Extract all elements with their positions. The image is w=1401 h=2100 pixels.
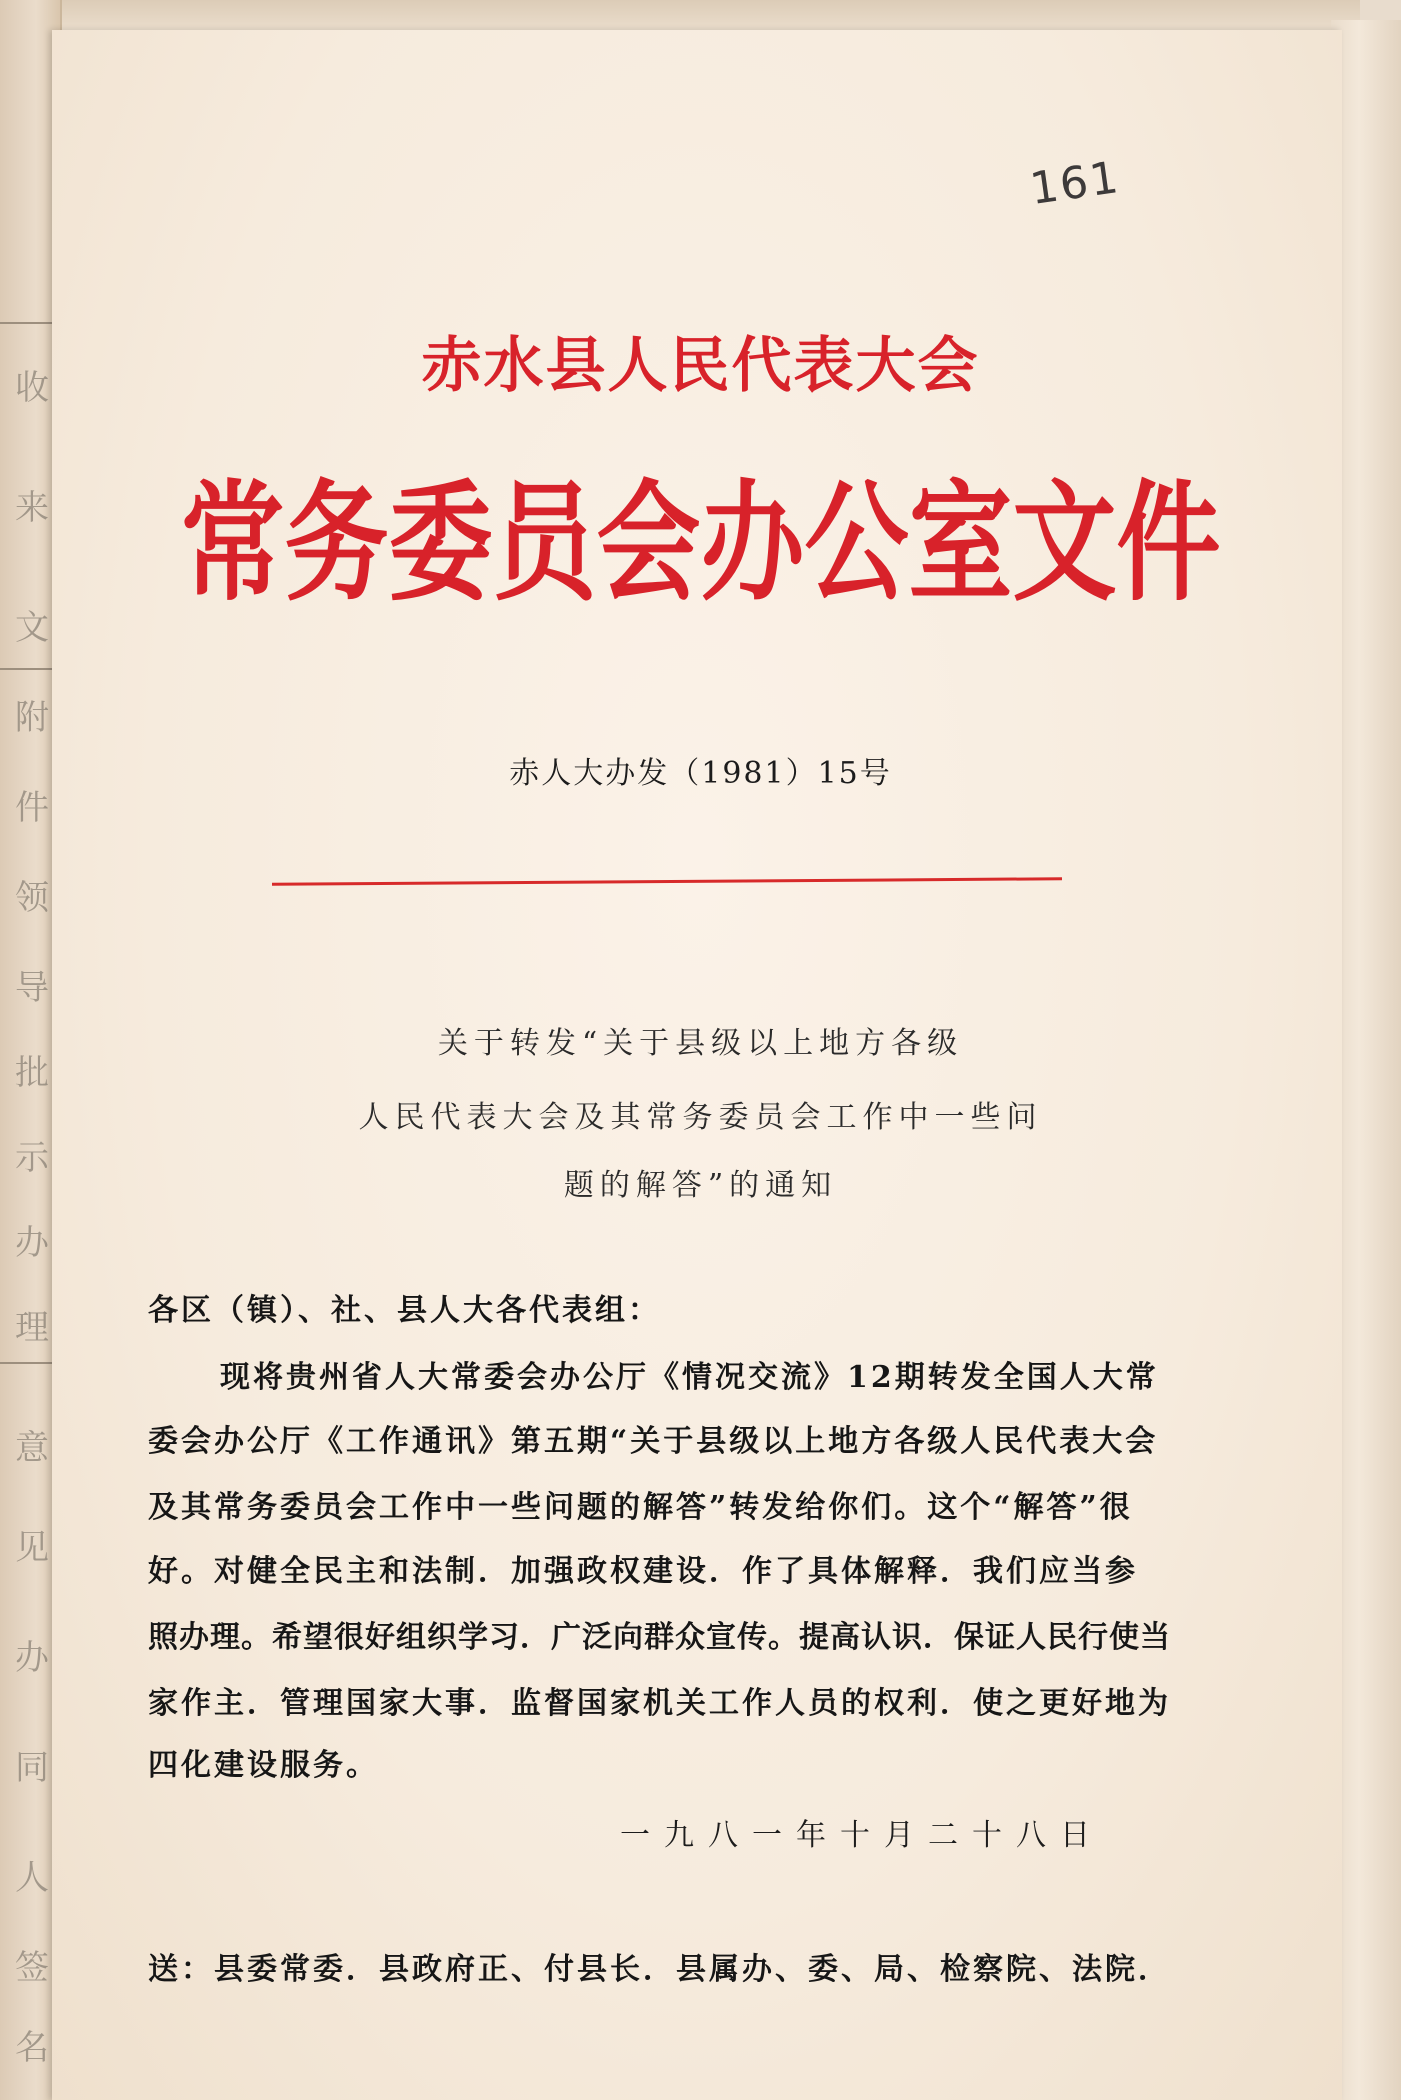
strip-rule: [0, 1362, 60, 1364]
previous-page-char: 领: [15, 878, 49, 918]
previous-page-char: 签: [15, 1948, 49, 1988]
previous-page-char: 同: [15, 1748, 49, 1788]
previous-page-char: 理: [15, 1308, 49, 1348]
previous-page-char: 意: [15, 1428, 49, 1468]
paragraph-line: 四化建设服务。: [148, 1748, 379, 1783]
previous-page-char: 文: [15, 608, 49, 648]
paragraph-line: 家作主．管理国家大事．监督国家机关工作人员的权利．使之更好地为: [148, 1686, 1171, 1721]
title-line-1: 关于转发“关于县级以上地方各级: [437, 1026, 964, 1061]
previous-page-char: 名: [15, 2028, 49, 2068]
addressee: 各区（镇）、社、县人大各代表组：: [148, 1293, 661, 1328]
previous-page-char: 附: [15, 698, 49, 738]
paragraph-line: 好。对健全民主和法制．加强政权建设．作了具体解释．我们应当参: [148, 1554, 1138, 1589]
distribution-list: 送：县委常委．县政府正、付县长．县属办、委、局、检察院、法院．: [148, 1952, 1171, 1987]
previous-page-char: 人: [15, 1858, 49, 1898]
previous-page-char: 件: [15, 788, 49, 828]
document-number: 赤人大办发（1981）15号: [509, 756, 892, 791]
header-line-1: 赤水县人民代表大会: [421, 331, 980, 401]
previous-page-char: 办: [15, 1638, 49, 1678]
previous-page-char: 批: [15, 1053, 49, 1093]
previous-page-char: 收: [15, 368, 49, 408]
paragraph-line: 照办理。希望很好组织学习．广泛向群众宣传。提高认识．保证人民行使当: [148, 1620, 1171, 1655]
paragraph-line: 委会办公厅《工作通讯》第五期“关于县级以上地方各级人民代表大会: [148, 1424, 1159, 1459]
strip-rule: [0, 668, 60, 670]
page-number: 161: [1026, 151, 1124, 216]
previous-page-char: 导: [15, 968, 49, 1008]
title-line-2: 人民代表大会及其常务委员会工作中一些问: [358, 1100, 1043, 1135]
paragraph-line: 现将贵州省人大常委会办公厅《情况交流》12期转发全国人大常: [220, 1360, 1159, 1395]
previous-page-char: 来: [15, 488, 49, 528]
title-line-3: 题的解答”的通知: [563, 1168, 838, 1203]
issue-date: 一九八一年十月二十八日: [620, 1818, 1104, 1853]
header-line-2: 常务委员会办公室文件: [180, 466, 1221, 620]
previous-page-char: 办: [15, 1223, 49, 1263]
paragraph-line: 及其常务委员会工作中一些问题的解答”转发给你们。这个“解答”很: [148, 1490, 1133, 1525]
previous-page-char: 见: [15, 1528, 49, 1568]
previous-page-char: 示: [15, 1138, 49, 1178]
